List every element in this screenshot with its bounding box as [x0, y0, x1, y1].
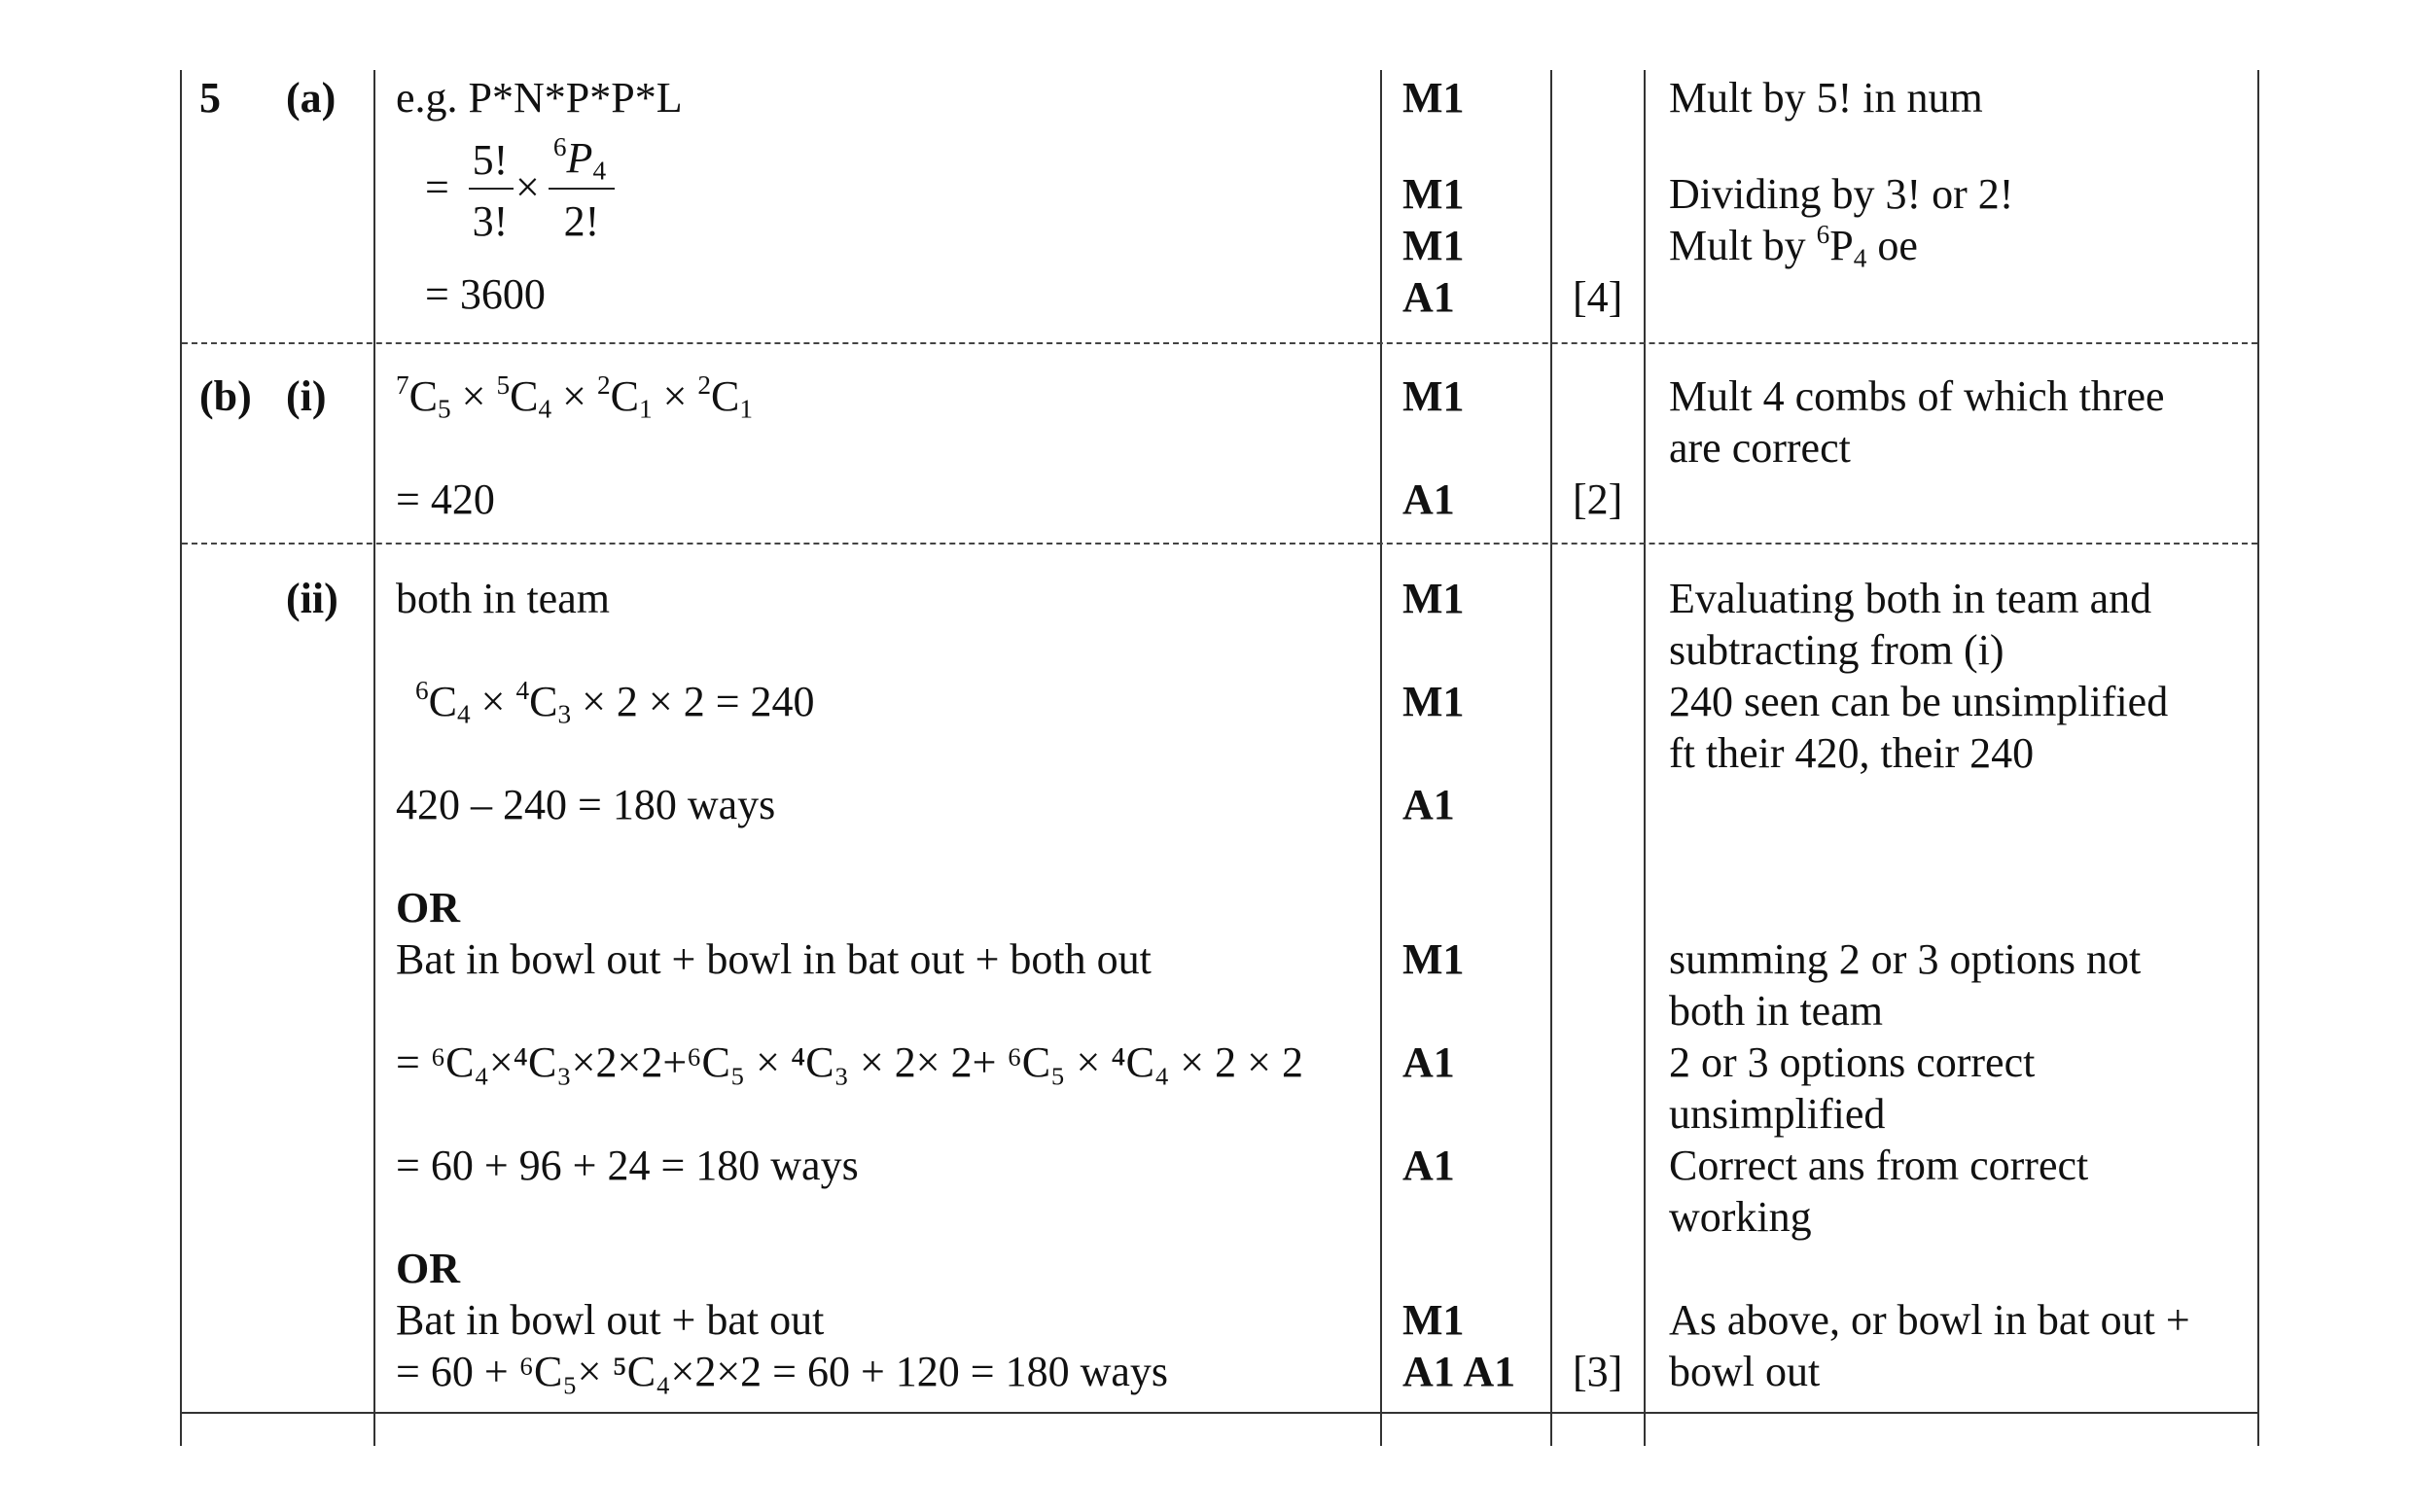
fraction-1-denominator: 3!	[472, 197, 509, 245]
mark-a-2: M1	[1402, 170, 1465, 218]
guidance-bii-9: Correct ans from correct	[1669, 1142, 2089, 1189]
part-bi-expression: $^7C_5 \times ^5C_4 \times ^2C_1 \times ^2C_1$	[396, 370, 754, 424]
bii-both-calc: $^6C_4 \times ^4C_3 \times 2 \times 2 = 240$	[415, 676, 815, 729]
col-border-marks	[1550, 70, 1552, 1446]
guidance-bii-5: summing 2 or 3 options not	[1669, 935, 2142, 983]
col-border-answer	[1380, 70, 1382, 1446]
mark-bii-1: M1	[1402, 575, 1465, 622]
table-bottom-border	[180, 1412, 2259, 1414]
guidance-bii-4: ft their 420, their 240	[1669, 729, 2035, 777]
guidance-bii-11: As above, or bowl in bat out +	[1669, 1296, 2190, 1344]
bii-alt1-description: Bat in bowl out + bowl in bat out + both out	[396, 935, 1152, 983]
part-a-equals: =	[425, 163, 449, 211]
mark-bii-5: A1	[1402, 1038, 1455, 1086]
part-b-label: (b)	[199, 372, 252, 420]
mark-bii-4: M1	[1402, 935, 1465, 983]
times-sign: ×	[515, 163, 540, 211]
guidance-bii-2: subtracting from (i)	[1669, 626, 2004, 674]
mark-bii-6: A1	[1402, 1142, 1455, 1189]
guidance-a-3: Mult by $^6P_4$ oe	[1669, 220, 1918, 273]
fraction-2-bar	[549, 188, 615, 190]
guidance-bii-1: Evaluating both in team and	[1669, 575, 2152, 622]
mark-bii-3: A1	[1402, 781, 1455, 828]
row-divider-a-bi	[182, 342, 2257, 344]
bii-or-1: OR	[396, 884, 460, 932]
total-a: [4]	[1573, 273, 1623, 321]
fraction-1-numerator: 5!	[472, 136, 509, 184]
guidance-a-2: Dividing by 3! or 2!	[1669, 170, 2014, 218]
guidance-bii-6: both in team	[1669, 987, 1883, 1035]
mark-bii-2: M1	[1402, 678, 1465, 725]
bii-alt1-expression: = ⁶C₄×⁴C₃×2×2+⁶C₅ × ⁴C₃ × 2× 2+ ⁶C₅ × ⁴C₄ × 2 × 2	[396, 1038, 1303, 1086]
mark-bii-7: M1	[1402, 1296, 1465, 1344]
mark-bii-8: A1 A1	[1402, 1348, 1516, 1395]
guidance-bii-10: working	[1669, 1193, 1812, 1241]
guidance-bi-2: are correct	[1669, 424, 1851, 472]
guidance-bii-8: unsimplified	[1669, 1090, 1886, 1138]
mark-a-3: M1	[1402, 222, 1465, 269]
guidance-bii-12: bowl out	[1669, 1348, 1821, 1395]
bii-alt1-result: = 60 + 96 + 24 = 180 ways	[396, 1142, 859, 1189]
fraction-2-denominator: 2!	[563, 197, 600, 245]
bii-both-in-team: both in team	[396, 575, 610, 622]
bii-or-2: OR	[396, 1245, 460, 1292]
part-a-result: = 3600	[425, 270, 546, 318]
col-border-right	[2257, 70, 2259, 1446]
col-border-left	[180, 70, 182, 1446]
mark-bi-2: A1	[1402, 475, 1455, 523]
mark-bi-1: M1	[1402, 372, 1465, 420]
fraction-2-numerator: $^6P_4$	[552, 132, 607, 186]
total-bi: [2]	[1573, 475, 1623, 523]
col-border-qnum	[373, 70, 375, 1446]
question-number: 5	[199, 74, 221, 122]
mark-a-4: A1	[1402, 273, 1455, 321]
guidance-bii-3: 240 seen can be unsimplified	[1669, 678, 2169, 725]
part-a-line1: e.g. P*N*P*P*L	[396, 74, 683, 122]
bii-alt2-description: Bat in bowl out + bat out	[396, 1296, 825, 1344]
row-divider-bi-bii	[182, 543, 2257, 545]
mark-a-1: M1	[1402, 74, 1465, 122]
part-bi-result: = 420	[396, 475, 495, 523]
part-bi-label: (i)	[286, 372, 327, 420]
col-border-total	[1644, 70, 1646, 1446]
part-bii-label: (ii)	[286, 575, 338, 622]
guidance-a-1: Mult by 5! in num	[1669, 74, 1983, 122]
part-a-label: (a)	[286, 74, 337, 122]
bii-alt2-expression: = 60 + ⁶C₅× ⁵C₄×2×2 = 60 + 120 = 180 ways	[396, 1348, 1168, 1395]
fraction-1-bar	[469, 188, 514, 190]
guidance-bii-7: 2 or 3 options correct	[1669, 1038, 2036, 1086]
total-bii: [3]	[1573, 1348, 1623, 1395]
bii-subtraction: 420 – 240 = 180 ways	[396, 781, 776, 828]
guidance-bi-1: Mult 4 combs of which three	[1669, 372, 2165, 420]
